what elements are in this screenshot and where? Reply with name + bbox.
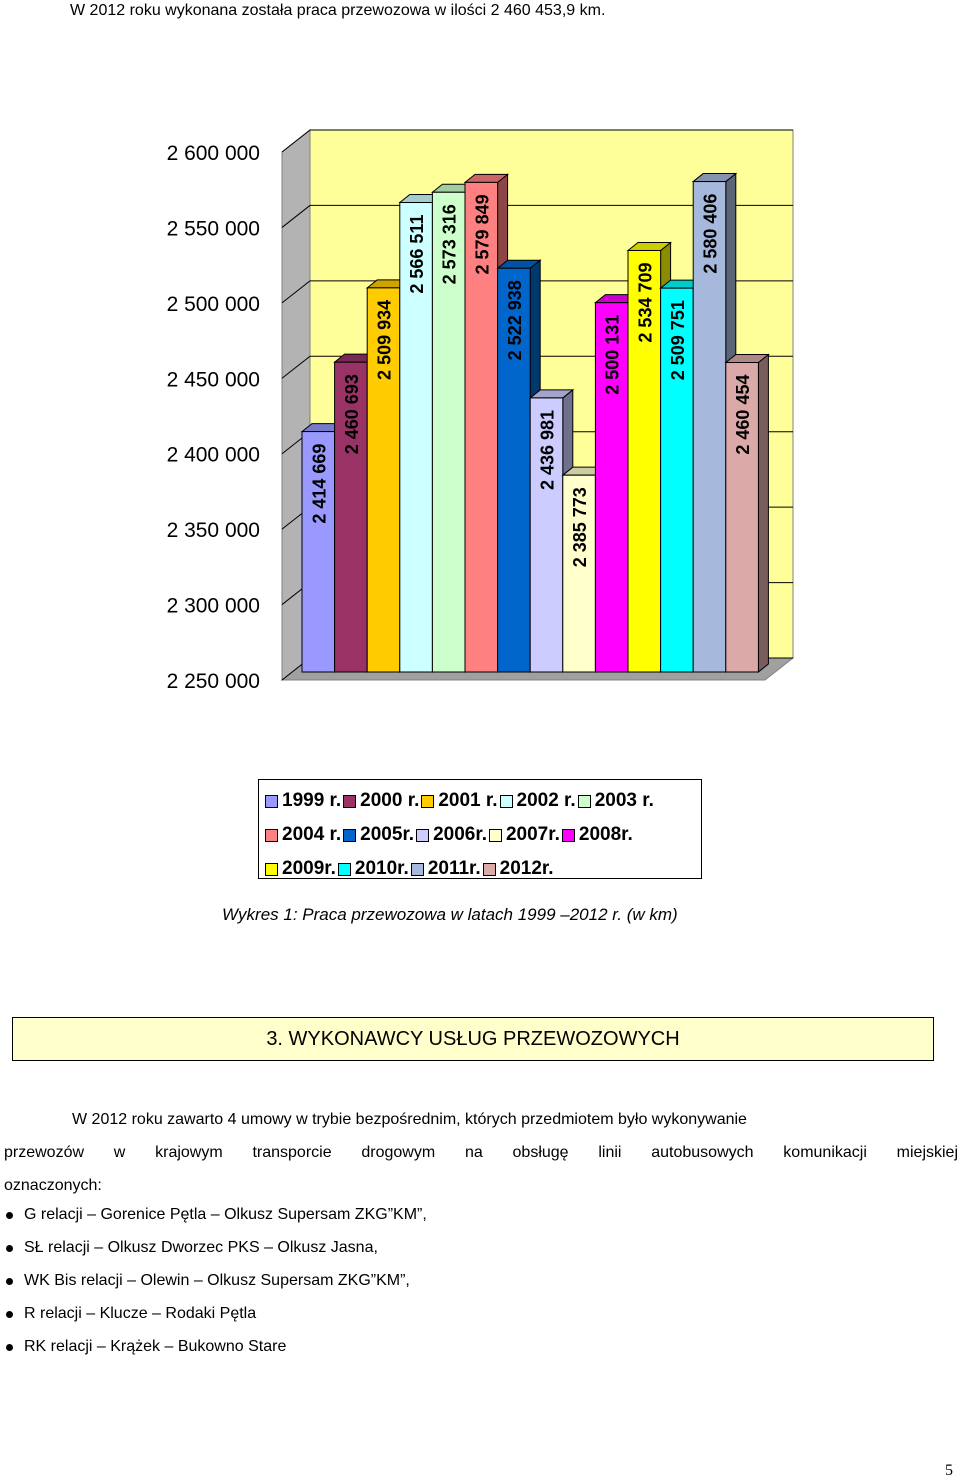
data-label: 2 414 669 (309, 443, 330, 524)
legend-label: 1999 r. (282, 790, 342, 811)
y-tick-label: 2 500 000 (166, 292, 260, 316)
legend-label: 2011r. (427, 858, 481, 879)
list-item: RK relacji – Krążek – Bukowno Stare (4, 1330, 427, 1363)
legend-swatch (416, 829, 429, 842)
legend-swatch (343, 829, 356, 842)
legend-item (421, 790, 497, 812)
data-label: 2 385 773 (570, 487, 591, 568)
legend-item (343, 824, 414, 846)
data-label: 2 522 938 (504, 280, 525, 361)
legend-label: 2000 r. (360, 790, 420, 811)
chart-legend (258, 779, 702, 879)
list-item: R relacji – Klucze – Rodaki Pętla (4, 1297, 427, 1330)
legend-row (265, 784, 701, 818)
data-label: 2 436 981 (537, 409, 558, 491)
y-tick-label: 2 350 000 (166, 519, 260, 543)
legend-swatch (489, 829, 502, 842)
legend-label: 2003 r. (594, 790, 654, 811)
data-label: 2 534 709 (635, 262, 656, 343)
legend-swatch (343, 795, 356, 808)
legend-row (265, 818, 701, 852)
paragraph-line-2: przewozów w krajowym transporcie drogowym na obsługę linii autobusowych komunikacji miejskiej (4, 1144, 958, 1161)
data-label: 2 579 849 (472, 194, 493, 275)
legend-label: 2008r. (578, 824, 633, 845)
legend-swatch (500, 795, 513, 808)
legend-item (338, 858, 409, 880)
bar-side (758, 355, 768, 672)
legend-label: 2002 r. (516, 790, 576, 811)
legend-item (265, 824, 341, 846)
legend-label: 2007r. (505, 824, 560, 845)
legend-item (500, 790, 576, 812)
legend-swatch (265, 863, 278, 876)
data-label: 2 460 454 (733, 374, 754, 455)
data-label: 2 509 751 (667, 300, 688, 381)
legend-item (578, 790, 654, 812)
legend-swatch (562, 829, 575, 842)
legend-swatch (483, 863, 496, 876)
legend-item (343, 790, 419, 812)
chart-caption: Wykres 1: Praca przewozowa w latach 1999 –2012 r. (w km) (222, 905, 678, 924)
y-tick-label: 2 550 000 (166, 217, 260, 241)
bullet-icon (6, 1311, 13, 1318)
data-label: 2 580 406 (700, 193, 721, 274)
legend-label: 2006r. (433, 824, 487, 845)
y-tick-label: 2 600 000 (166, 142, 260, 165)
legend-item (489, 824, 560, 846)
y-tick-label: 2 400 000 (166, 443, 260, 467)
paragraph-line-1: W 2012 roku zawarto 4 umowy w trybie bezpośrednim, których przedmiotem było wykonywanie (72, 1111, 747, 1128)
legend-item (265, 858, 336, 880)
legend-swatch (265, 795, 278, 808)
bullet-icon (6, 1278, 13, 1285)
legend-item (411, 858, 481, 880)
legend-label: 2005r. (360, 824, 415, 845)
legend-row (265, 852, 701, 886)
y-tick-label: 2 250 000 (166, 670, 260, 693)
route-list (4, 1198, 427, 1363)
data-label: 2 460 693 (341, 374, 362, 455)
legend-item (483, 858, 554, 880)
paragraph-line-3: oznaczonych: (4, 1177, 102, 1194)
legend-swatch (578, 795, 591, 808)
data-label: 2 566 511 (407, 214, 428, 294)
y-tick-label: 2 300 000 (166, 594, 260, 618)
legend-label: 2009r. (282, 858, 336, 879)
body-paragraph (4, 1103, 958, 1202)
legend-label: 2010r. (354, 858, 409, 879)
list-item: WK Bis relacji – Olewin – Olkusz Supersam ZKG”KM”, (4, 1264, 427, 1297)
legend-swatch (265, 829, 278, 842)
data-label: 2 573 316 (439, 204, 460, 285)
legend-label: 2004 r. (282, 824, 342, 845)
list-item: G relacji – Gorenice Pętla – Olkusz Supersam ZKG”KM”, (4, 1198, 427, 1231)
intro-text: W 2012 roku wykonana została praca przewozowa w ilości 2 460 453,9 km. (70, 2, 606, 19)
bullet-icon (6, 1212, 13, 1219)
legend-item (265, 790, 341, 812)
bullet-icon (6, 1245, 13, 1252)
legend-item (562, 824, 633, 846)
legend-item (416, 824, 487, 846)
legend-label: 2012r. (499, 858, 554, 879)
data-label: 2 509 934 (374, 299, 395, 380)
data-label: 2 500 131 (602, 314, 623, 395)
legend-swatch (338, 863, 351, 876)
page-number: 5 (945, 1462, 953, 1479)
bullet-icon (6, 1344, 13, 1351)
legend-label: 2001 r. (438, 790, 498, 811)
legend-swatch (411, 863, 424, 876)
section-heading: 3. WYKONAWCY USŁUG PRZEWOZOWYCH (12, 1017, 934, 1061)
list-item: SŁ relacji – Olkusz Dworzec PKS – Olkusz Jasna, (4, 1231, 427, 1264)
y-tick-label: 2 450 000 (166, 368, 260, 392)
legend-swatch (421, 795, 434, 808)
